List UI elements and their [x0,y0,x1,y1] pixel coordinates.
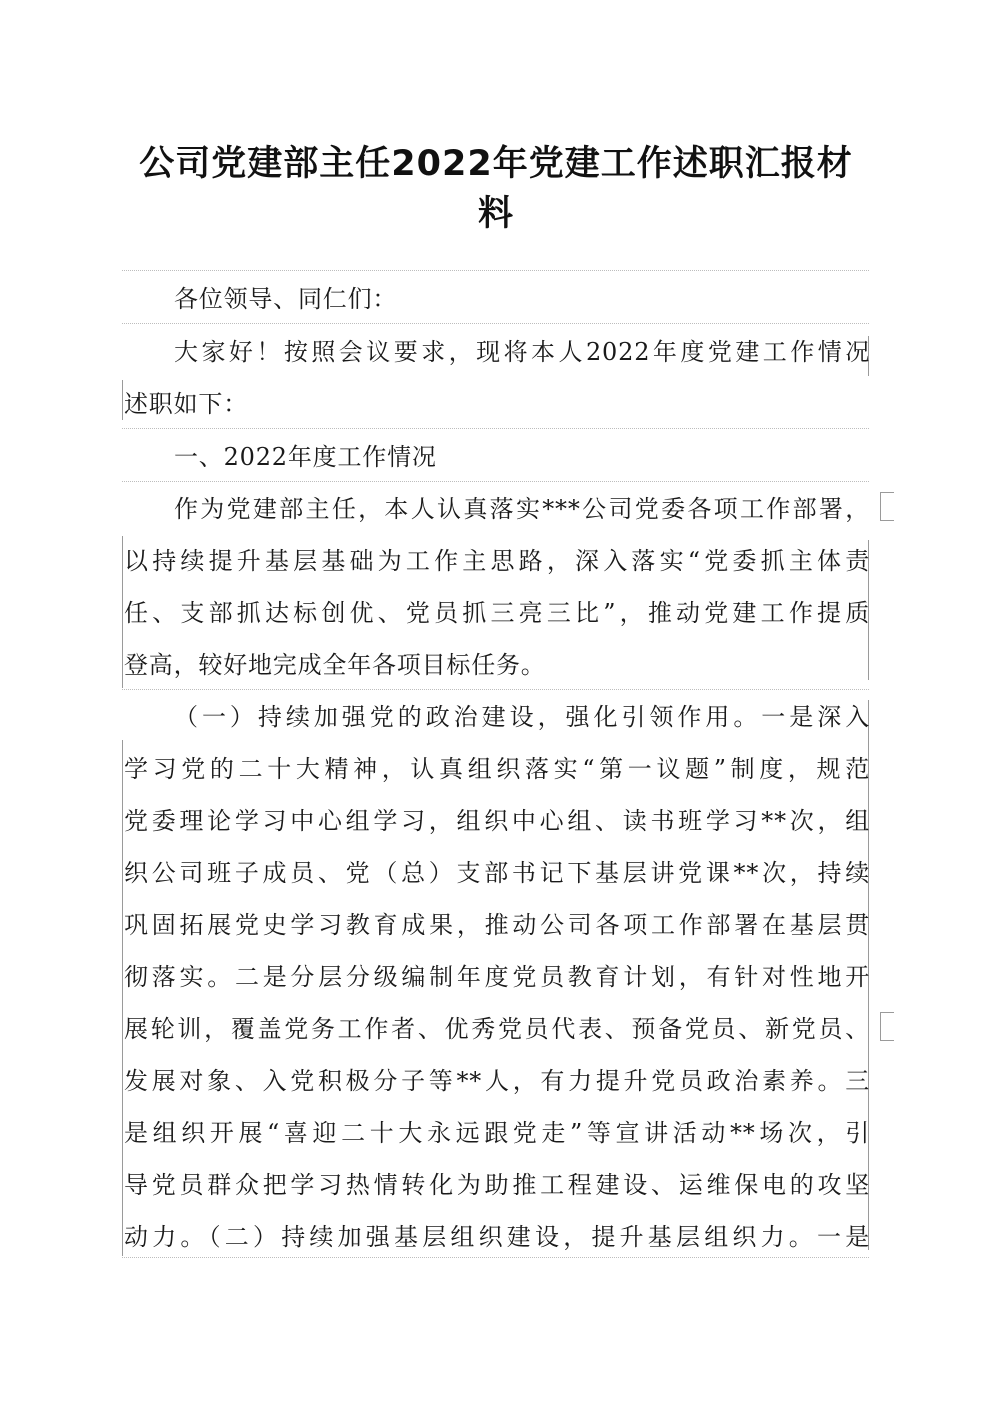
edit-marker [880,520,894,521]
paragraph-line: 任、支部抓达标创优、党员抓三亮三比”，推动党建工作提质 [124,599,870,627]
paragraph-line: 巩固拓展党史学习教育成果，推动公司各项工作部署在基层贯 [124,911,870,939]
paragraph-line: 动力。（二）持续加强基层组织建设，提升基层组织力。一是 [124,1223,870,1251]
paragraph-line: （一）持续加强党的政治建设，强化引领作用。一是深入 [174,703,870,731]
separator-line [122,428,869,429]
paragraph-line: 登高，较好地完成全年各项目标任务。 [124,651,546,679]
intro-line: 大家好！按照会议要求，现将本人2022年度党建工作情况 [174,338,870,366]
edit-marker [880,1012,894,1013]
edit-marker [122,380,123,420]
paragraph-line: 党委理论学习中心组学习，组织中心组、读书班学习**次，组 [124,807,870,835]
paragraph-line: 作为党建部主任，本人认真落实***公司党委各项工作部署， [174,495,870,523]
paragraph-line: 展轮训，覆盖党务工作者、优秀党员代表、预备党员、新党员、 [124,1015,870,1043]
intro-line: 述职如下： [124,390,248,418]
paragraph-line: 导党员群众把学习热情转化为助推工程建设、运维保电的攻坚 [124,1171,870,1199]
separator-line [122,323,869,324]
edit-marker [880,1012,881,1040]
separator-line [122,1257,869,1258]
paragraph-line: 彻落实。二是分层分级编制年度党员教育计划，有针对性地开 [124,963,870,991]
paragraph-line: 学习党的二十大精神，认真组织落实“第一议题”制度，规范 [124,755,870,783]
separator-line [122,689,869,690]
document-title-continued: 料 [477,194,514,234]
separator-line [122,270,869,271]
greeting-text: 各位领导、同仁们： [174,285,398,313]
edit-marker [880,1040,894,1041]
document-title: 公司党建部主任2022年党建工作述职汇报材 [139,144,853,184]
edit-marker [122,536,123,688]
paragraph-line: 发展对象、入党积极分子等**人，有力提升党员政治素养。三 [124,1067,870,1095]
paragraph-line: 是组织开展“喜迎二十大永远跟党走”等宣讲活动**场次，引 [124,1119,870,1147]
section-heading: 一、2022年度工作情况 [174,443,437,471]
edit-marker [122,740,123,1256]
edit-marker [880,492,881,520]
edit-marker [880,492,894,493]
paragraph-line: 以持续提升基层基础为工作主思路，深入落实“党委抓主体责 [124,547,870,575]
paragraph-line: 织公司班子成员、党（总）支部书记下基层讲党课**次，持续 [124,859,870,887]
separator-line [122,481,869,482]
